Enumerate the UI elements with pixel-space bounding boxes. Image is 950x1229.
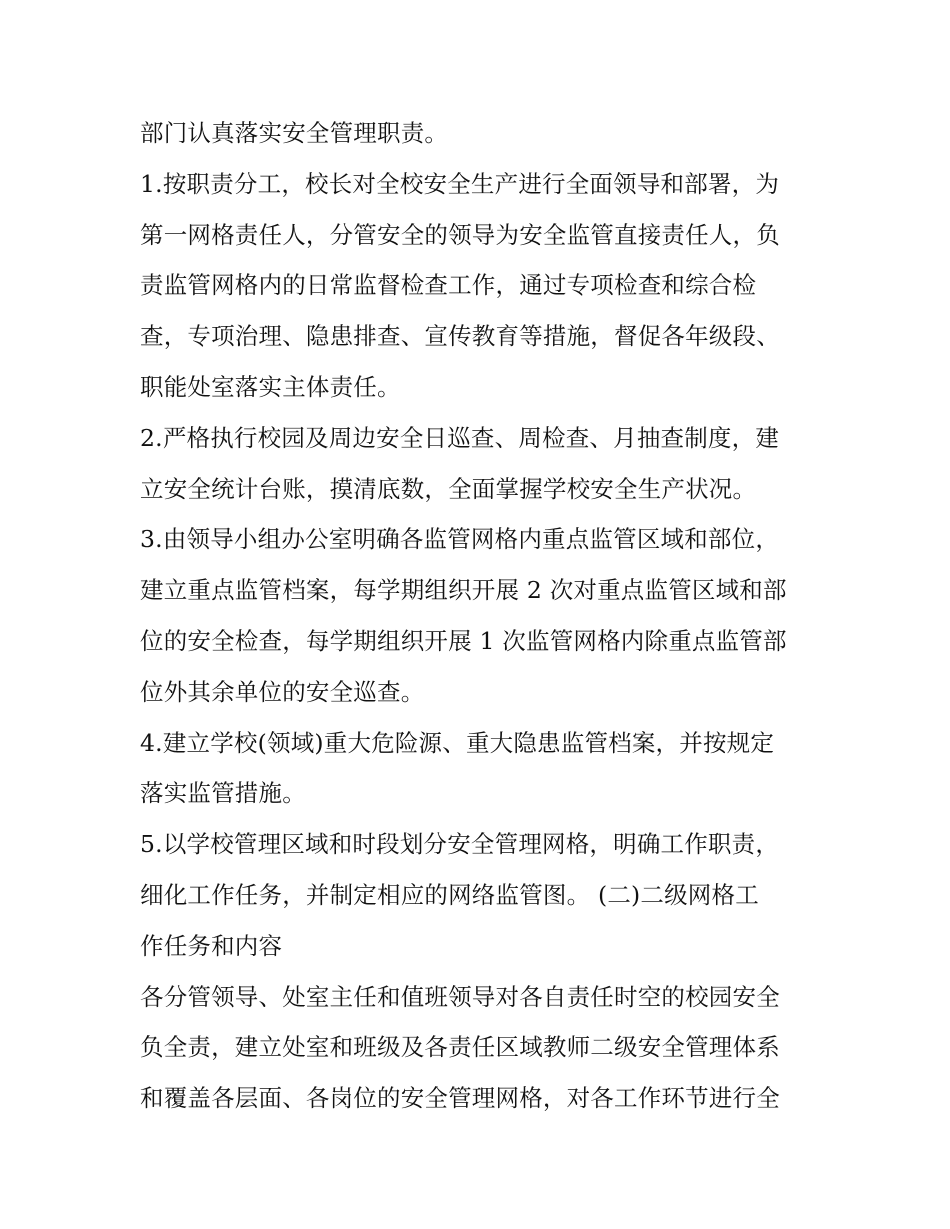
document-body — [140, 108, 830, 1124]
text-line: 2.严格执行校园及周边安全日巡查、周检查、月抽查制度，建 — [140, 423, 780, 452]
text-line: 和覆盖各层面、各岗位的安全管理网格，对各工作环节进行全 — [140, 1084, 780, 1113]
text-line: 各分管领导、处室主任和值班领导对各自责任时空的校园安全 — [140, 982, 780, 1011]
text-line: 部门认真落实安全管理职责。 — [140, 119, 449, 147]
text-line: 立安全统计台账，摸清底数，全面掌握学校安全生产状况。 — [140, 474, 757, 503]
text-line: 责监管网格内的日常监督检查工作，通过专项检查和综合检 — [140, 271, 757, 300]
text-line: 第一网格责任人，分管安全的领导为安全监管直接责任人，负 — [140, 220, 780, 249]
text-line: 细化工作任务，并制定相应的网络监管图。 (二)二级网格工 — [140, 880, 759, 909]
text-line: 负全责，建立处室和班级及各责任区域教师二级安全管理体系 — [140, 1033, 780, 1062]
text-line: 5.以学校管理区域和时段划分安全管理网格，明确工作职责， — [140, 830, 780, 859]
text-line: 查，专项治理、隐患排查、宣传教育等措施，督促各年级段、 — [140, 322, 780, 351]
text-line: 3.由领导小组办公室明确各监管网格内重点监管区域和部位， — [140, 525, 780, 554]
text-line: 作任务和内容 — [140, 931, 283, 960]
text-line: 职能处室落实主体责任。 — [140, 372, 401, 401]
text-line: 落实监管措施。 — [140, 779, 306, 808]
text-line: 1.按职责分工，校长对全校安全生产进行全面领导和部署，为 — [140, 169, 780, 198]
text-line: 位外其余单位的安全巡查。 — [140, 677, 425, 706]
text-line: 建立重点监管档案，每学期组织开展 2 次对重点监管区域和部 — [140, 576, 787, 605]
text-line: 位的安全检查，每学期组织开展 1 次监管网格内除重点监管部 — [140, 626, 787, 655]
text-line: 4.建立学校(领域)重大危险源、重大隐患监管档案，并按规定 — [140, 728, 775, 757]
